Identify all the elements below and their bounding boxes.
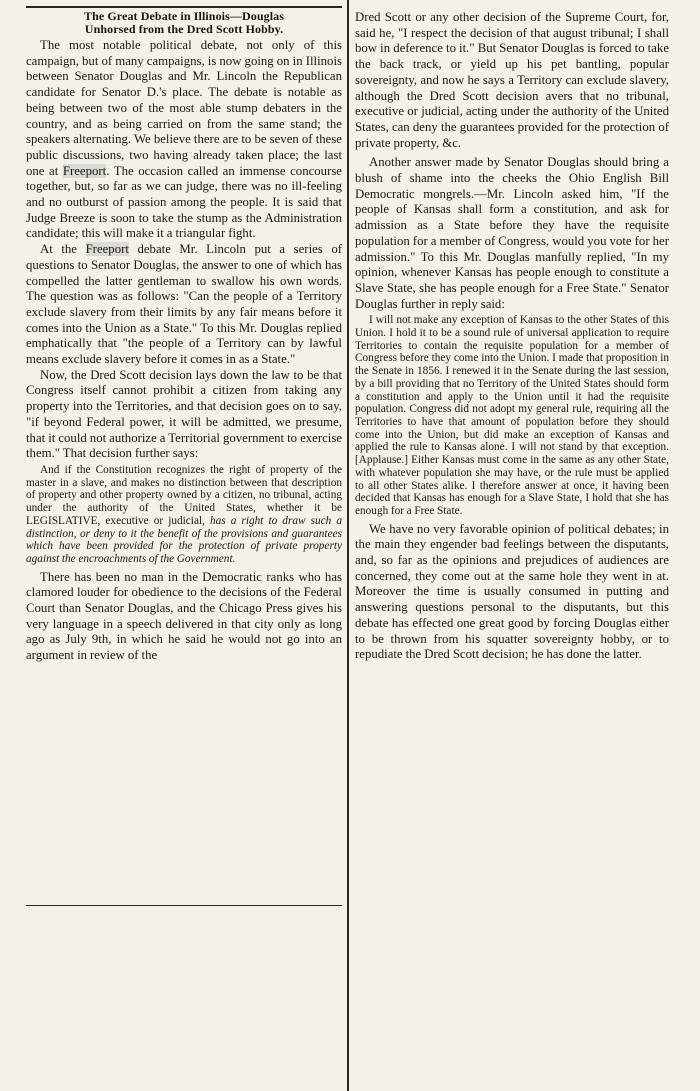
- headline: [26, 10, 342, 36]
- paragraph-debate-intro: [26, 38, 342, 242]
- paragraph-dred-scott: Now, the Dred Scott decision lays down the law to be that Congress itself cannot prohibit a citizen from taking any property into the Territories, and that decision goes on to say, "if beyond Federal power, it will be admitted, we presume, that it could not authorize a Territorial government to exercise them." That decision further says:: [26, 367, 342, 461]
- text-run: . The occasion called an immense concourse together, but, so far as we can judge, there was no ill-feeling and no outburst of passion among the people. It is said that Judge Breeze is soon to take the stump as the Administration candidate; this will make it a triangular fight.: [26, 163, 342, 241]
- highlight-freeport: Freeport: [62, 163, 107, 178]
- highlight-freeport: Freeport: [85, 242, 129, 257]
- column-divider: [347, 0, 349, 1091]
- top-border-left: [26, 6, 342, 8]
- article-end-rule: [26, 905, 342, 906]
- left-column: [26, 10, 342, 664]
- text-run: debate Mr. Lincoln put a series of questions to Senator Douglas, the answer to one of which has compelled the latter gentleman to swallow his own words. The question was as follows: "Can the people of a Territory exclude slavery from their limits by any fair means before it comes into the Union as a State." To this Mr. Douglas replied emphatically that "the people of a Territory can by lawful means exclude slavery before it comes in as a State.": [26, 242, 342, 367]
- paragraph-continuation: Dred Scott or any other decision of the Supreme Court, for, said he, "I respect the decision of that august tribunal; I shall bow in deference to it." But Senator Douglas is forced to take the back track, or yield up his pet bantling, popular sovereignty, and now he says a Territory can exclude slavery, although the Dred Scott decision avers that no tribunal, executive or judicial, acting under the authority of the United States, can deny the guarantees provided for the protection of private property, &c.: [355, 10, 669, 150]
- paragraph-conclusion: We have no very favorable opinion of political debates; in the main they engender bad feelings between the disputants, and, so far as the opinions and prejudices of audiences are concerned, they come out at the same hole they went in at. Moreover the time is usually consumed in putting and answering questions personal to the disputants, but this debate has effected one great good by forcing Douglas either to be thrown from his squatter sovereignty hobby, or to repudiate the Dred Scott decision; he has done the latter.: [355, 521, 669, 662]
- headline-line-1: The Great Debate in Illinois—Douglas: [83, 10, 285, 23]
- paragraph-democratic-ranks: There has been no man in the Democratic ranks who has clamored louder for obedience to the decisions of the Federal Court than Senator Douglas, and the Chicago Press gives his very language in a speech delivered in that city only as long ago as July 9th, in which he said he would not go into an argument in review of the: [26, 569, 342, 663]
- text-run: The most notable political debate, not only of this campaign, but of many campaigns, is now going on in Illinois between Senator Douglas and Mr. Lincoln the Republican candidate for Senator D.'s place. The debate is notable as being between two of the most able stump debaters in the country, and as being carried on from the same stand; the speakers alternating. We believe there are to be seven of these public discussions, two having already taken place; the last one at: [26, 38, 342, 178]
- italic-run: has a right to draw such a distinction, or deny to it the benefit of the provisions and guarantees which have been provided for the protection of private property against the encroachments of the Government.: [26, 514, 342, 565]
- right-column: [355, 10, 669, 663]
- headline-line-2: Unhorsed from the Dred Scott Hobby.: [84, 22, 284, 36]
- block-quote-kansas: I will not make any exception of Kansas to the other States of this Union. I hold it to be a sound rule of universal application to require Territories to contain the requisite population for a member of Congress before they come into the Union. I made that proposition in the Senate in 1856. I renewed it in the Senate during the last session, by a bill providing that no Territory of the United States should form a constitution and apply to the Union until it had the requisite population. Congress did not adopt my general rule, requiring all the Territories to have that amount of population before they should come into the Union, but did make an exception of Kansas and applied the rule to Kansas alone. I will not stand by that exception. [Applause.] Either Kansas must come in the same as any other State, with whatever population she may have, or the rule must be applied to all other States alike. I therefore answer at once, it having been decided that Kansas has enough for a Slave State, I hold that she has enough for a Free State.: [355, 314, 669, 517]
- block-quote-constitution: [26, 464, 342, 566]
- paragraph-freeport-questions: [26, 242, 342, 368]
- text-run: At the: [40, 242, 86, 257]
- paragraph-kansas-answer: Another answer made by Senator Douglas should bring a blush of shame into the cheeks the Ohio English Bill Democratic mongrels.—Mr. Lincoln asked him, "If the people of Kansas shall form a constitution, and ask for admission as a State before they have the requisite population for a member of Congress, would you vote for her admission." To this Mr. Douglas manfully replied, "In my opinion, whenever Kansas has people enough to constitute a Slave State, she has people enough for a Free State." Senator Douglas further in reply said:: [355, 155, 669, 311]
- text-run: And if the Constitution recognizes the right of property of the master in a slave, and makes no distinction between that description of property and other property owned by a citizen, no tribunal, acting under the authority of the United States, whether it be LEGISLATIVE, executive or judicial,: [26, 463, 342, 527]
